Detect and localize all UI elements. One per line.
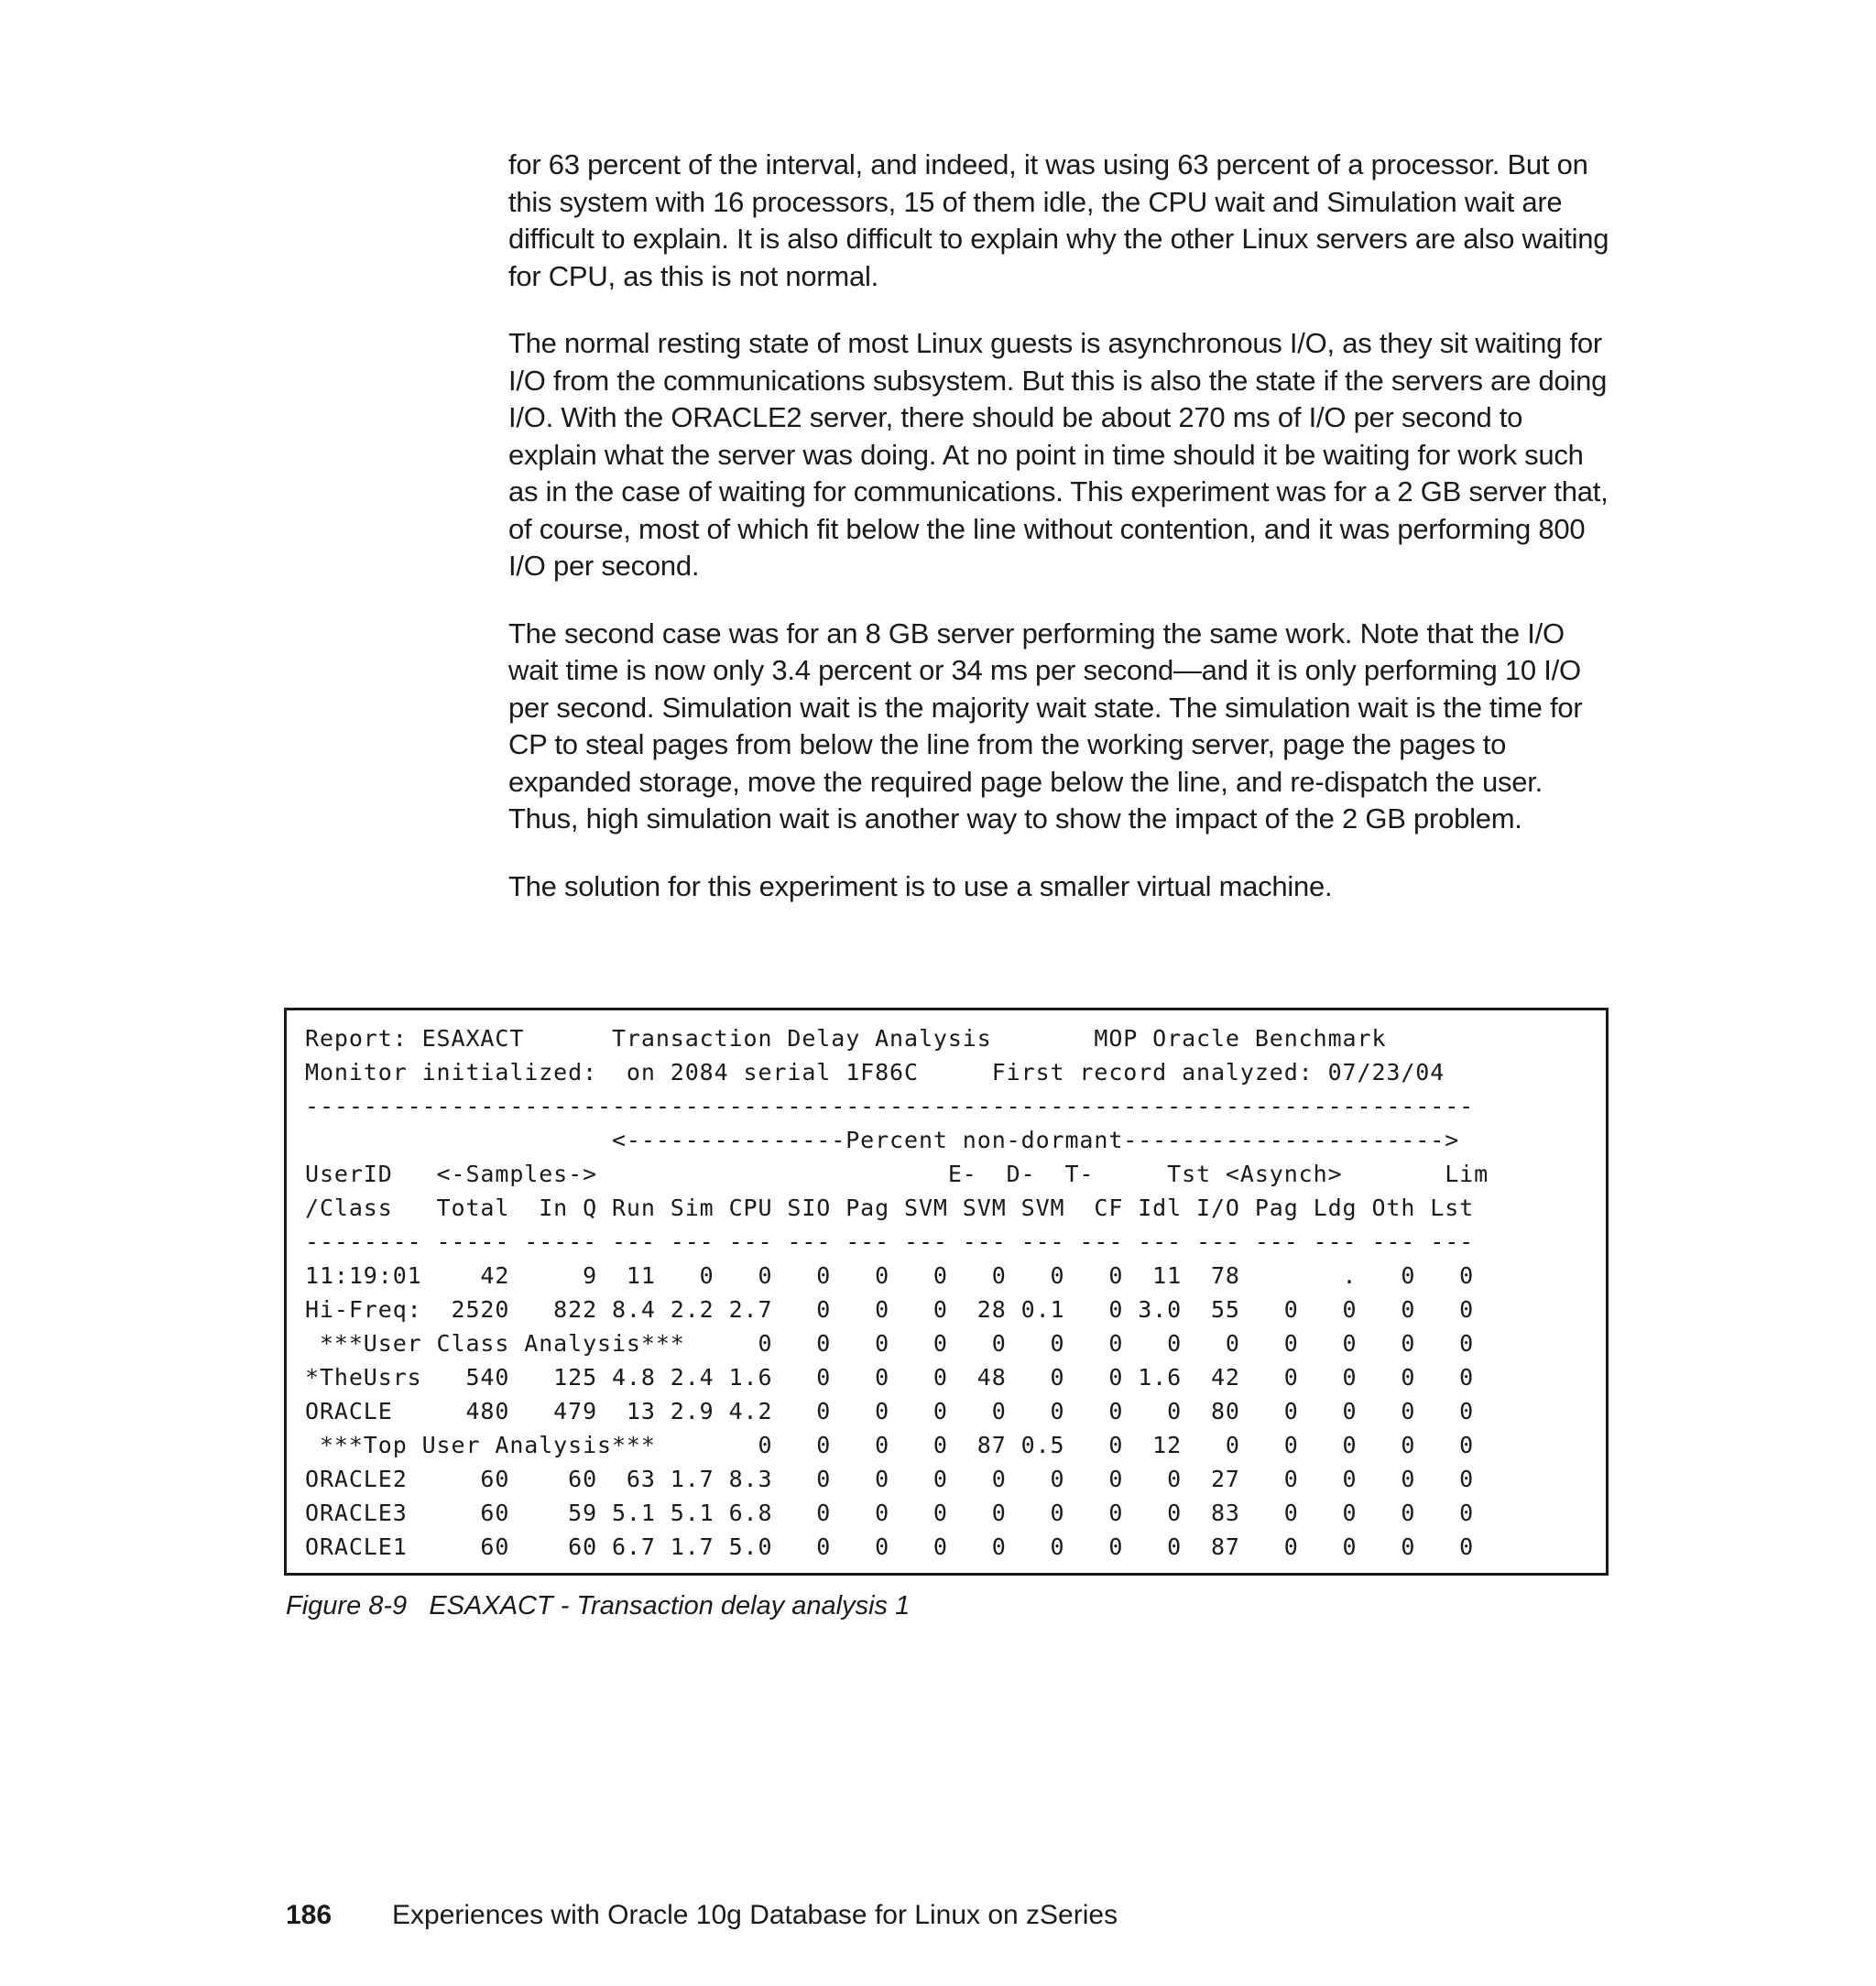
book-title: Experiences with Oracle 10g Database for Linux on zSeries [392, 1900, 1118, 1930]
paragraph-1: for 63 percent of the interval, and indeed, it was using 63 percent of a processor. But on this system with 16 processors, 15 of them idle, the CPU wait and Simulation wait are difficult to explain. It is also difficult to explain why the other Linux servers are also waiting for CPU, as this is not normal. [508, 148, 1609, 292]
report-separator: -------------------------------------------------------------------------------- [305, 1093, 1475, 1119]
report-row: ORACLE3 60 59 5.1 5.1 6.8 0 0 0 0 0 0 0 83 0 0 0 0 [305, 1500, 1475, 1526]
report-row: ORACLE 480 479 13 2.9 4.2 0 0 0 0 0 0 0 80 0 0 0 0 [305, 1398, 1475, 1424]
report-column-rule: -------- ----- ----- --- --- --- --- --- --- --- --- --- --- --- --- --- --- --- [305, 1228, 1475, 1255]
report-monitor-line: Monitor initialized: on 2084 serial 1F86C First record analyzed: 07/23/04 [305, 1059, 1445, 1086]
body-text [508, 147, 1612, 935]
report-row: 11:19:01 42 9 11 0 0 0 0 0 0 0 0 11 78 . 0 0 [305, 1262, 1475, 1289]
page-number: 186 [286, 1900, 333, 1930]
report-figure [284, 1008, 1609, 1576]
report-row: ORACLE1 60 60 6.7 1.7 5.0 0 0 0 0 0 0 0 87 0 0 0 0 [305, 1533, 1475, 1560]
paragraph-3: The second case was for an 8 GB server performing the same work. Note that the I/O wait time is now only 3.4 percent or 34 ms per second—and it is only performing 10 I/O per second. Simulation wait is the majority wait state. The simulation wait is the time for CP to steal pages from below the line from the working server, page the pages to expanded storage, move the required page below the line, and re-dispatch the user. Thus, high simulation wait is another way to show the impact of the 2 GB problem. [508, 617, 1583, 835]
report-row: ***User Class Analysis*** 0 0 0 0 0 0 0 0 0 0 0 0 0 [305, 1330, 1475, 1357]
report-column-header-2: /Class Total In Q Run Sim CPU SIO Pag SVM SVM SVM CF Idl I/O Pag Ldg Oth Lst [305, 1195, 1475, 1221]
figure-caption: Figure 8-9 ESAXACT - Transaction delay analysis 1 [286, 1591, 911, 1620]
report-group-header: <---------------Percent non-dormant----------------------> [305, 1127, 1460, 1153]
report-header-line: Report: ESAXACT Transaction Delay Analysis MOP Oracle Benchmark [305, 1025, 1387, 1052]
report-listing [305, 1021, 1489, 1564]
report-row: ORACLE2 60 60 63 1.7 8.3 0 0 0 0 0 0 0 27 0 0 0 0 [305, 1466, 1475, 1492]
report-column-header-1: UserID <-Samples-> E- D- T- Tst <Asynch> Lim [305, 1161, 1489, 1187]
report-row: Hi-Freq: 2520 822 8.4 2.2 2.7 0 0 0 28 0.1 0 3.0 55 0 0 0 0 [305, 1296, 1475, 1323]
report-row: ***Top User Analysis*** 0 0 0 0 87 0.5 0 12 0 0 0 0 0 [305, 1432, 1475, 1458]
paragraph-2: The normal resting state of most Linux guests is asynchronous I/O, as they sit waiting for I/O from the communications subsystem. But this is also the state if the servers are doing I/O. With the ORACLE2 server, there should be about 270 ms of I/O per second to explain what the server was doing. At no point in time should it be waiting for work such as in the case of waiting for communications. This experiment was for a 2 GB server that, of course, most of which fit below the line without contention, and it was performing 800 I/O per second. [508, 327, 1609, 582]
page-footer [286, 1900, 1118, 1931]
paragraph-4: The solution for this experiment is to use a smaller virtual machine. [508, 869, 1333, 902]
report-row: *TheUsrs 540 125 4.8 2.4 1.6 0 0 0 48 0 0 1.6 42 0 0 0 0 [305, 1364, 1475, 1391]
